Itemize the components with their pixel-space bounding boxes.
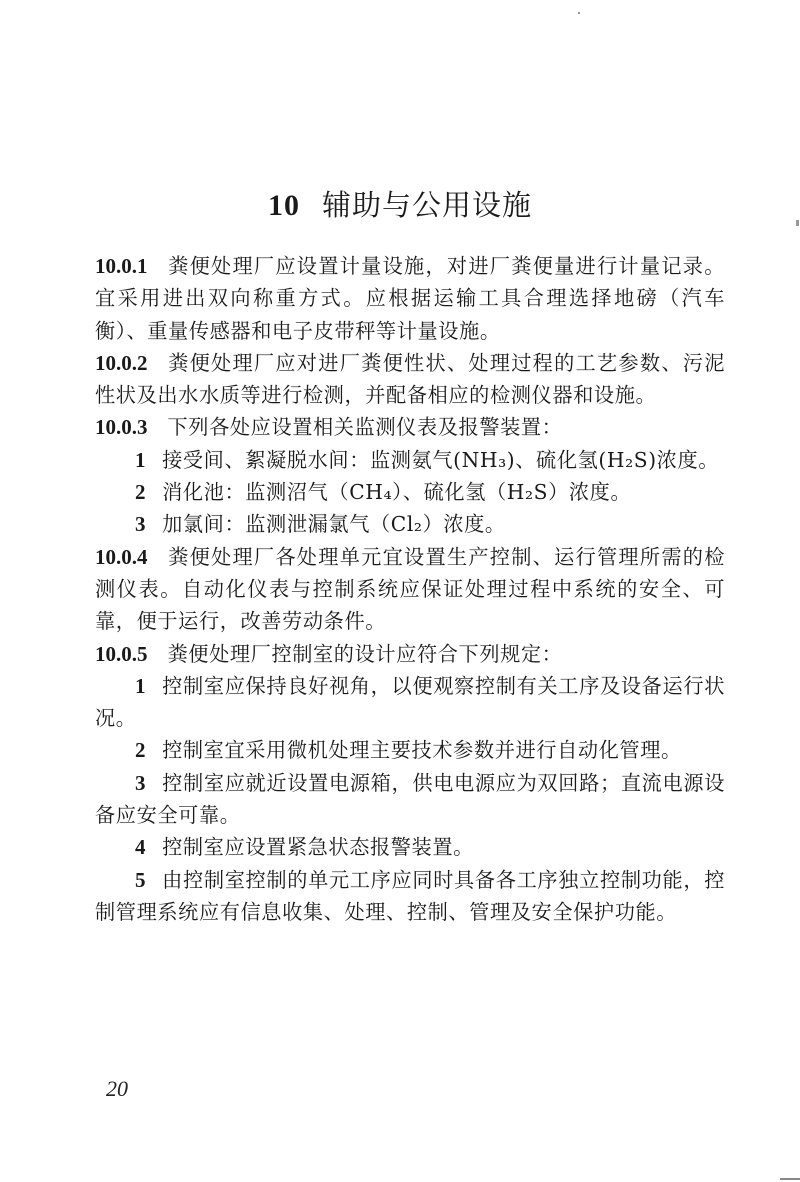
clause-number: 10.0.3 bbox=[95, 415, 148, 440]
list-item bbox=[95, 670, 725, 735]
chapter-title: 辅助与公用设施 bbox=[321, 188, 532, 223]
list-item bbox=[95, 734, 725, 766]
item-text: 加氯间：监测泄漏氯气（Cl₂）浓度。 bbox=[162, 512, 506, 537]
clause-text: 粪便处理厂应对进厂粪便性状、处理过程的工艺参数、污泥性状及出水水质等进行检测，并配备相应的检测仪器和设施。 bbox=[95, 350, 725, 408]
scan-speck bbox=[796, 220, 799, 226]
clause-number: 10.0.5 bbox=[95, 641, 148, 666]
list-item bbox=[95, 444, 725, 476]
clause-number: 10.0.2 bbox=[95, 350, 148, 375]
item-number: 4 bbox=[135, 835, 147, 860]
item-text: 由控制室控制的单元工序应同时具备各工序独立控制功能，控制管理系统应有信息收集、处理、控制、管理及安全保护功能。 bbox=[95, 867, 725, 924]
item-number: 3 bbox=[135, 512, 147, 537]
list-item bbox=[95, 508, 725, 540]
item-number: 1 bbox=[135, 447, 147, 472]
clause-10-0-4 bbox=[95, 541, 725, 638]
clause-number: 10.0.4 bbox=[95, 544, 148, 569]
item-text: 控制室应保持良好视角，以便观察控制有关工序及设备运行状况。 bbox=[95, 673, 725, 731]
item-number: 5 bbox=[135, 867, 147, 892]
item-text: 控制室应设置紧急状态报警装置。 bbox=[162, 835, 474, 860]
page-number: 20 bbox=[106, 1076, 128, 1101]
chapter-heading bbox=[0, 187, 800, 224]
chapter-number: 10 bbox=[267, 189, 300, 223]
clause-10-0-5 bbox=[95, 638, 725, 670]
clause-text: 粪便处理厂应设置计量设施，对进厂粪便量进行计量记录。宜采用进出双向称重方式。应根据运输工具合理选择地磅（汽车衡）、重量传感器和电子皮带秤等计量设施。 bbox=[95, 254, 725, 343]
list-item bbox=[95, 864, 725, 929]
scan-edge-mark bbox=[780, 1178, 800, 1180]
document-body bbox=[95, 250, 725, 928]
item-text: 接受间、絮凝脱水间：监测氨气(NH₃)、硫化氢(H₂S)浓度。 bbox=[162, 447, 720, 472]
clause-text: 粪便处理厂各处理单元宜设置生产控制、运行管理所需的检测仪表。自动化仪表与控制系统应保证处理过程中系统的安全、可靠，便于运行，改善劳动条件。 bbox=[95, 544, 725, 634]
clause-number: 10.0.1 bbox=[95, 254, 148, 278]
scan-speck bbox=[578, 12, 580, 14]
item-number: 3 bbox=[135, 770, 147, 795]
item-number: 2 bbox=[135, 738, 147, 763]
item-text: 控制室宜采用微机处理主要技术参数并进行自动化管理。 bbox=[162, 738, 682, 763]
item-number: 2 bbox=[135, 480, 147, 505]
clause-10-0-3 bbox=[95, 411, 725, 443]
clause-text: 粪便处理厂控制室的设计应符合下列规定： bbox=[167, 641, 563, 666]
item-text: 控制室应就近设置电源箱，供电电源应为双回路；直流电源设备应安全可靠。 bbox=[95, 770, 725, 828]
item-number: 1 bbox=[135, 673, 147, 698]
clause-10-0-1 bbox=[95, 250, 725, 347]
item-text: 消化池：监测沼气（CH₄）、硫化氢（H₂S）浓度。 bbox=[162, 480, 632, 505]
list-item bbox=[95, 767, 725, 832]
list-item bbox=[95, 831, 725, 863]
list-item bbox=[95, 476, 725, 508]
clause-text: 下列各处应设置相关监测仪表及报警装置： bbox=[167, 415, 563, 440]
clause-10-0-2 bbox=[95, 347, 725, 412]
